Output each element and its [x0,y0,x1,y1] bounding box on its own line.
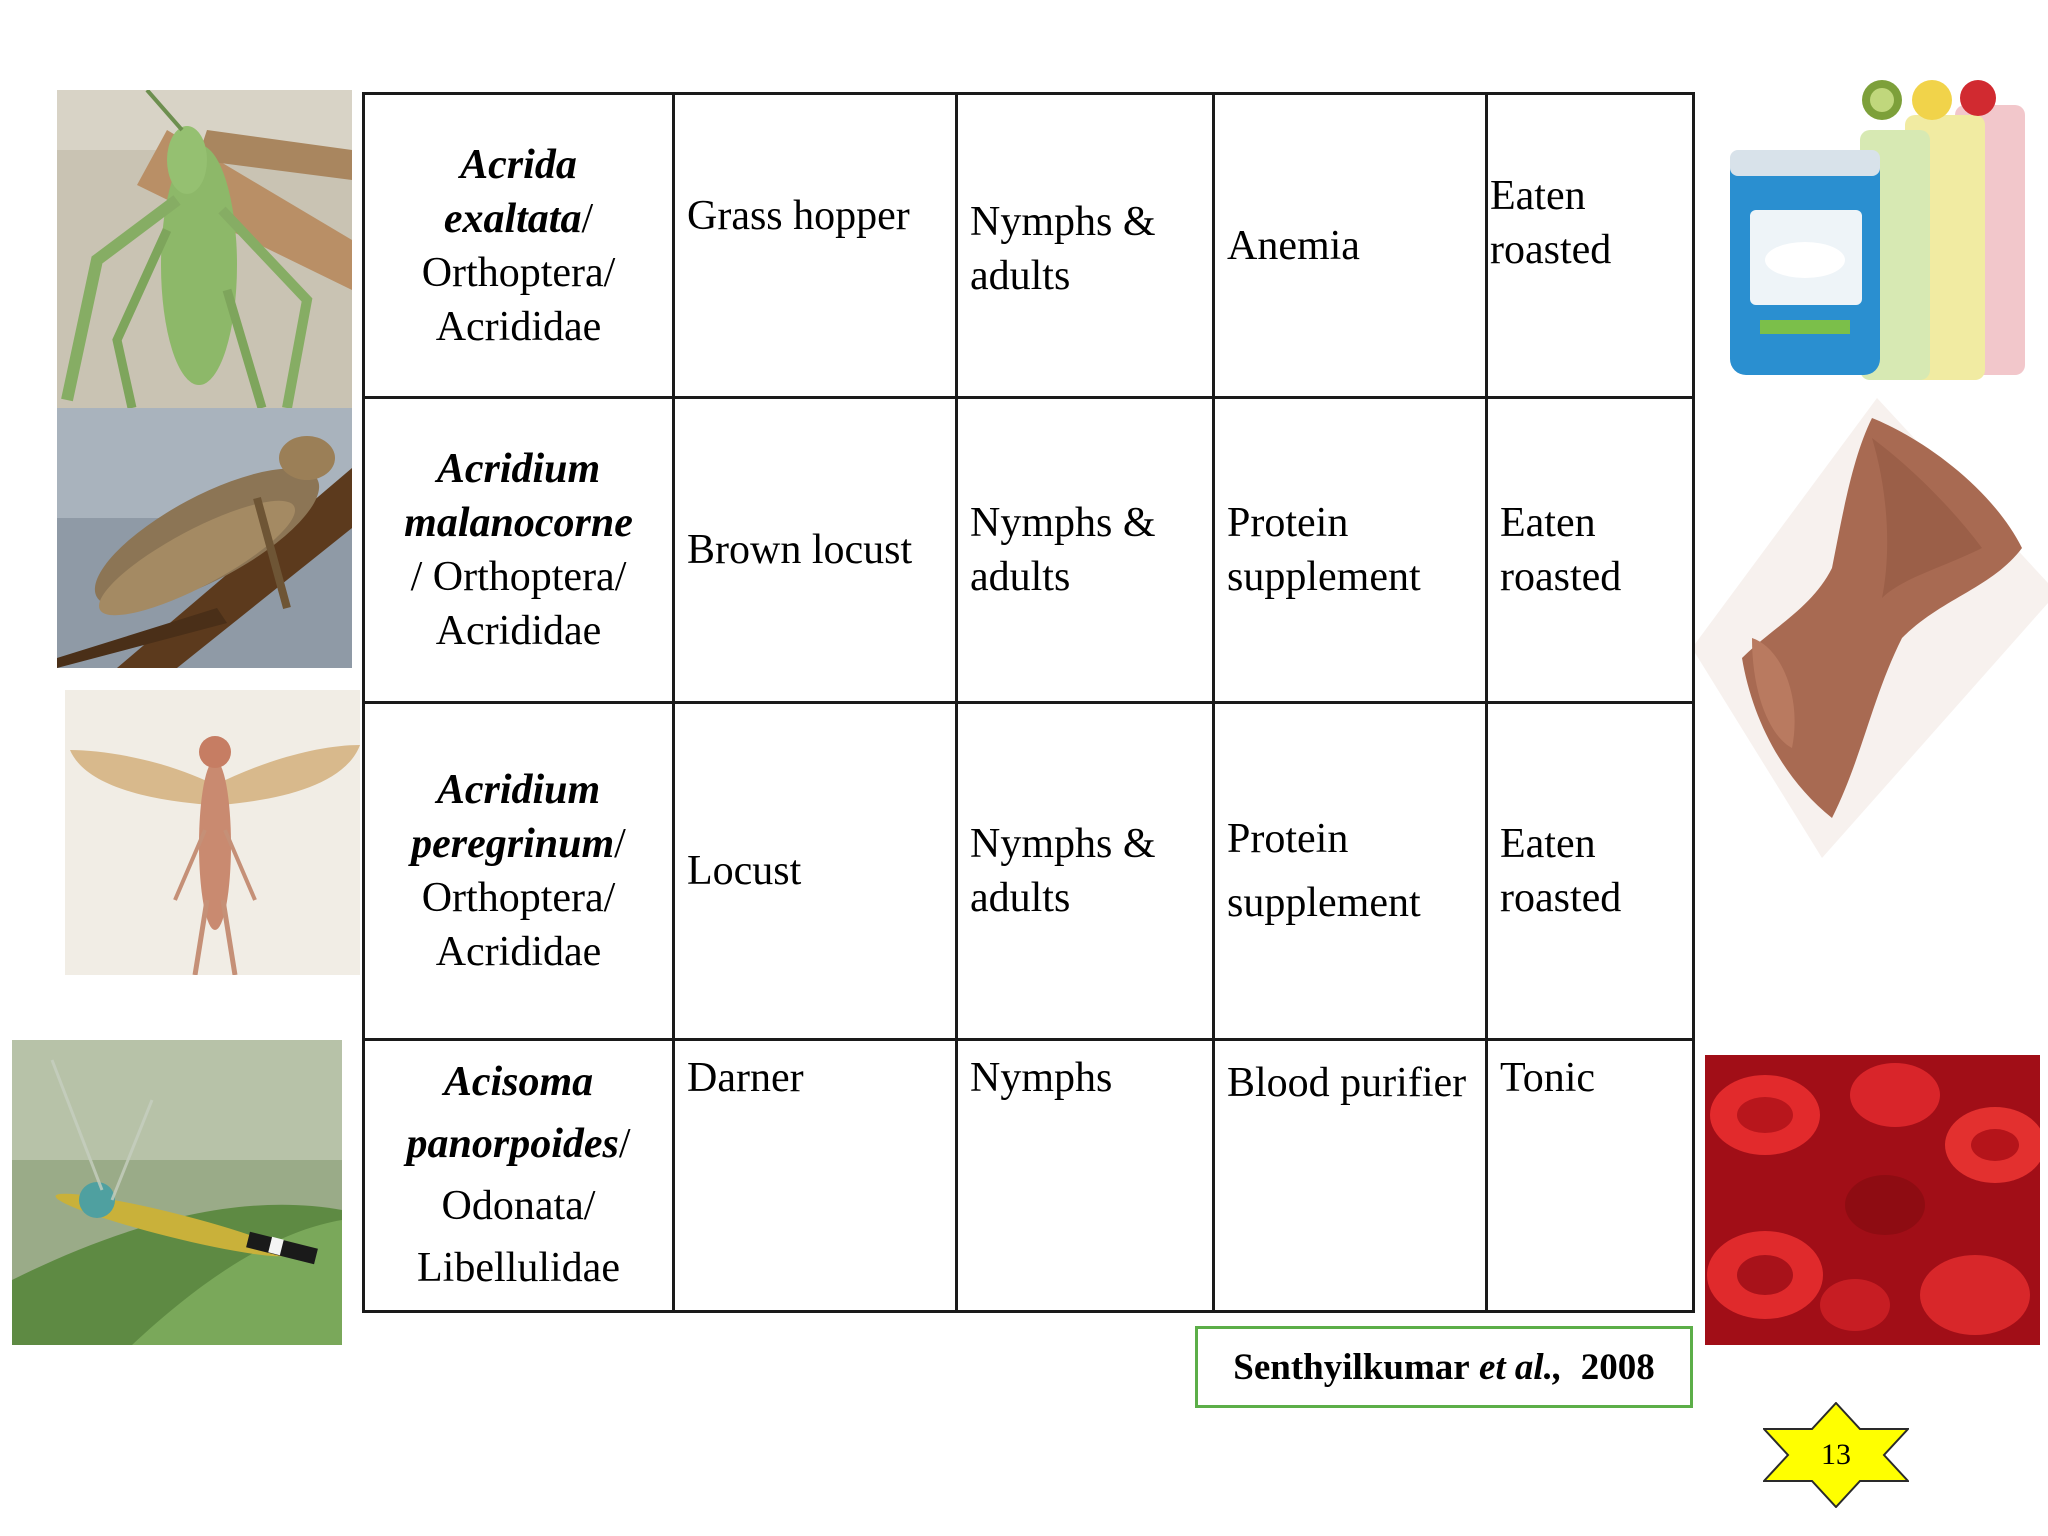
locust-photo [65,690,360,975]
family: Acrididae [435,608,602,654]
species-cell [364,398,674,703]
genus: Acrida [460,141,577,188]
order: Orthoptera/ [421,249,616,296]
common-name-cell: Brown locust [674,398,957,703]
species-epithet: malanocorne [404,500,633,546]
mode-cell: Eaten roasted [1487,398,1694,703]
family: Acrididae [435,929,602,975]
dragonfly-photo [12,1040,342,1345]
page-number-badge [1763,1402,1909,1508]
genus: Acridium [436,446,601,492]
genus: Acridium [436,767,601,813]
separator: / [614,821,626,867]
species-cell [364,703,674,1040]
blood-cells-photo [1705,1055,2040,1345]
mode-cell: Eaten roasted [1487,703,1694,1040]
separator: / [581,195,594,242]
use-cell: Protein supplement [1214,703,1487,1040]
use-cell: Anemia [1214,94,1487,398]
stage-cell: Nymphs & adults [957,703,1214,1040]
order: / Orthoptera/ [410,554,627,600]
species-cell [364,94,674,398]
citation-year: 2008 [1580,1346,1655,1388]
stage-cell: Nymphs [957,1040,1214,1312]
citation-author: Senthyilkumar [1233,1346,1470,1388]
stage-cell: Nymphs & adults [957,398,1214,703]
insect-table [362,92,1695,1313]
stage-cell: Nymphs & adults [957,94,1214,398]
mode-cell: Tonic [1487,1040,1694,1312]
grasshopper-photo [57,90,352,408]
family: Acrididae [435,303,602,350]
table-row [364,94,1694,398]
family: Libellulidae [417,1245,620,1291]
table-row [364,703,1694,1040]
use-cell: Protein supplement [1214,398,1487,703]
protein-powder-photo [1692,398,2048,858]
table-row [364,1040,1694,1312]
common-name-cell: Grass hopper [674,94,957,398]
genus: Acisoma [443,1059,594,1105]
common-name-cell: Locust [674,703,957,1040]
brown-locust-photo [57,408,352,668]
separator: / [618,1121,631,1167]
species-cell [364,1040,674,1312]
species-epithet: peregrinum [411,821,615,867]
mode-cell: Eaten roasted [1487,94,1694,398]
table-row [364,398,1694,703]
species-epithet: panorpoides [406,1121,619,1167]
citation-box [1195,1326,1693,1408]
page-number: 13 [1821,1438,1851,1471]
citation-etal: et al., [1478,1346,1563,1388]
common-name-cell: Darner [674,1040,957,1312]
order: Orthoptera/ [421,875,616,921]
use-cell: Blood purifier [1214,1040,1487,1312]
protein-shake-photo [1720,60,2048,380]
order: Odonata/ [441,1183,596,1229]
species-epithet: exaltata [443,195,582,242]
